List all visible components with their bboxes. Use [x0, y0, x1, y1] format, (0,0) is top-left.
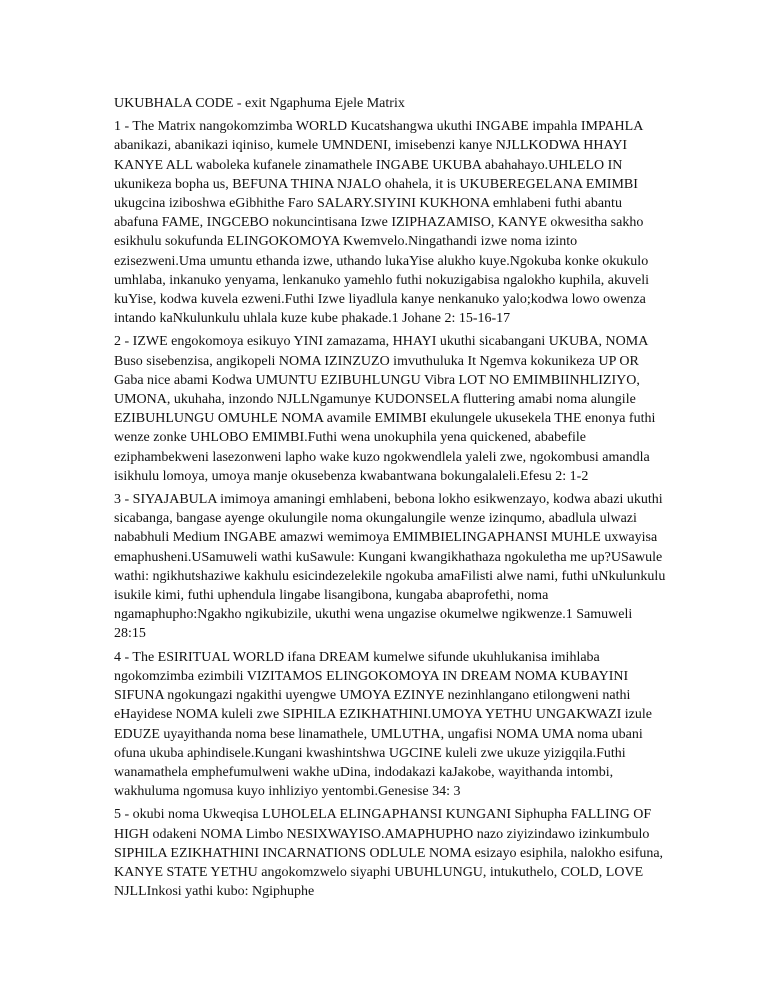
paragraph-1: 1 - The Matrix nangokomzimba WORLD Kucatshangwa ukuthi INGABE impahla IMPAHLA abanikazi, abanikazi iqiniso, kumele UMNDENI, imisebenzi kanye NJLLKODWA HHAYI KANYE ALL waboleka kufanele zinamathele INGABE UKUBA abahahayo.UHLELO IN ukunikeza bopha us, BEFUNA THINA NJALO ohahela, it is UKUBEREGELANA EMIMBI ukugcina iziboshwa eGibhithe Faro SALARY.SIYINI KUKHONA emhlabeni futhi abantu abafuna FAME, INGCEBO nokuncintisana Izwe IZIPHAZAMISO, KANYE okwesitha sakho esikhulu sokufunda ELINGOKOMOYA Kwemvelo.Ningathandi izwe noma izinto ezisezweni.Uma umuntu ethanda izwe, uthando lukaYise alukho kuye.Ngokuba konke okukulo umhlaba, inkanuko yenyama, lenkanuko yamehlo futhi nokuzigabisa ngalokho kuphila, akuveli kuYise, kodwa kuvela ezweni.Futhi Izwe liyadlula kanye nenkanuko yalo;kodwa lowo owenza intando kaNkulunkulu uhlala kuze kube phakade.1 Johane 2: 15-16-17 [114, 119, 649, 327]
paragraph-2: 2 - IZWE engokomoya esikuyo YINI zamazama, HHAYI ukuthi sicabangani UKUBA, NOMA Buso sisebenzisa, angikopeli NOMA IZINZUZO imvuthuluka It Ngemva kokunikeza UP OR Gaba nice abami Kodwa UMUNTU EZIBUHLUNGU Vibra LOT NO EMIMBIINHLIZIYO, UMONA, ukuhaha, inzondo NJLLNgamunye KUDONSELA fluttering amabi noma alungile EZIBUHLUNGU OMUHLE NOMA avamile EMIMBI ekulungele ukusekela THE enonya futhi wenze zonke UHLOBO EMIMBI.Futhi wena unokuphila yena quickened, ababefile eziphambekweni lasezonweni lapho wake kuzo ngokwendlela yaleli zwe, ngokombusi amandla isikhulu lomoya, umoya manje okusebenza kwabantwana bokungalaleli.Efesu 2: 1-2 [114, 334, 656, 484]
paragraph-3: 3 - SIYAJABULA imimoya amaningi emhlabeni, bebona lokho esikwenzayo, kodwa abazi ukuthi sicabanga, bangase ayenge okulungile noma okungalungile wenze izinqumo, abadlula ulwazi nababhuli Medium INGABE amazwi wemimoya EMIMBIELINGAPHANSI MUHLE uxwayisa emaphusheni.USamuweli wathi kuSawule: Kungani kwangikhathaza ngokuletha me up?USawule wathi: ngikhutshaziwe kakhulu esicindezelekile ngokuba amaFilisti alwe nami, futhi uNkulunkulu isukile kimi, futhi uphendula lingabe lisangibona, kungaba abaprofethi, noma ngamaphupho:Ngakho ngikubizile, ukuthi wena ungazise okumelwe ngikwenze.1 Samuweli 28:15 [114, 492, 666, 642]
paragraph-4: 4 - The ESIRITUAL WORLD ifana DREAM kumelwe sifunde ukuhlukanisa imihlaba ngokomzimba ezimbili VIZITAMOS ELINGOKOMOYA IN DREAM NOMA KUBAYINI SIFUNA ngokungazi ngakithi uyengwe UMOYA EZINYE nezinhlangano etilongweni nathi eHayidese NOMA kuleli zwe SIPHILA EZIKHATHINI.UMOYA YETHU UNGAKWAZI izule EDUZE uyayithanda noma bese linamathele, UMLUTHA, ungafisi NOMA UMA noma ubani ofuna ukuba aphindisele.Kungani kwashintshwa UGCINE kuleli zwe ukuze yizigqila.Futhi wanamathela emphefumulweni wakhe uDina, indodakazi kaJakobe, wayithanda intombi, wakhuluma ngomusa kuyo inhliziyo yentombi.Genesise 34: 3 [114, 649, 652, 800]
document-page [114, 94, 666, 905]
paragraph-5: 5 - okubi noma Ukweqisa LUHOLELA ELINGAPHANSI KUNGANI Siphupha FALLING OF HIGH odakeni NOMA Limbo NESIXWAYISO.AMAPHUPHO nazo ziyizindawo izinkumbulo SIPHILA EZIKHATHINI INCARNATIONS ODLULE NOMA esizayo esiphila, nalokho esifuna, KANYE STATE YETHU angokomzwelo siyaphi UBUHLUNGU, intukuthelo, COLD, LOVE NJLLInkosi yathi kubo: Ngiphuphe [114, 807, 664, 900]
document-title: UKUBHALA CODE - exit Ngaphuma Ejele Matrix [114, 96, 405, 111]
